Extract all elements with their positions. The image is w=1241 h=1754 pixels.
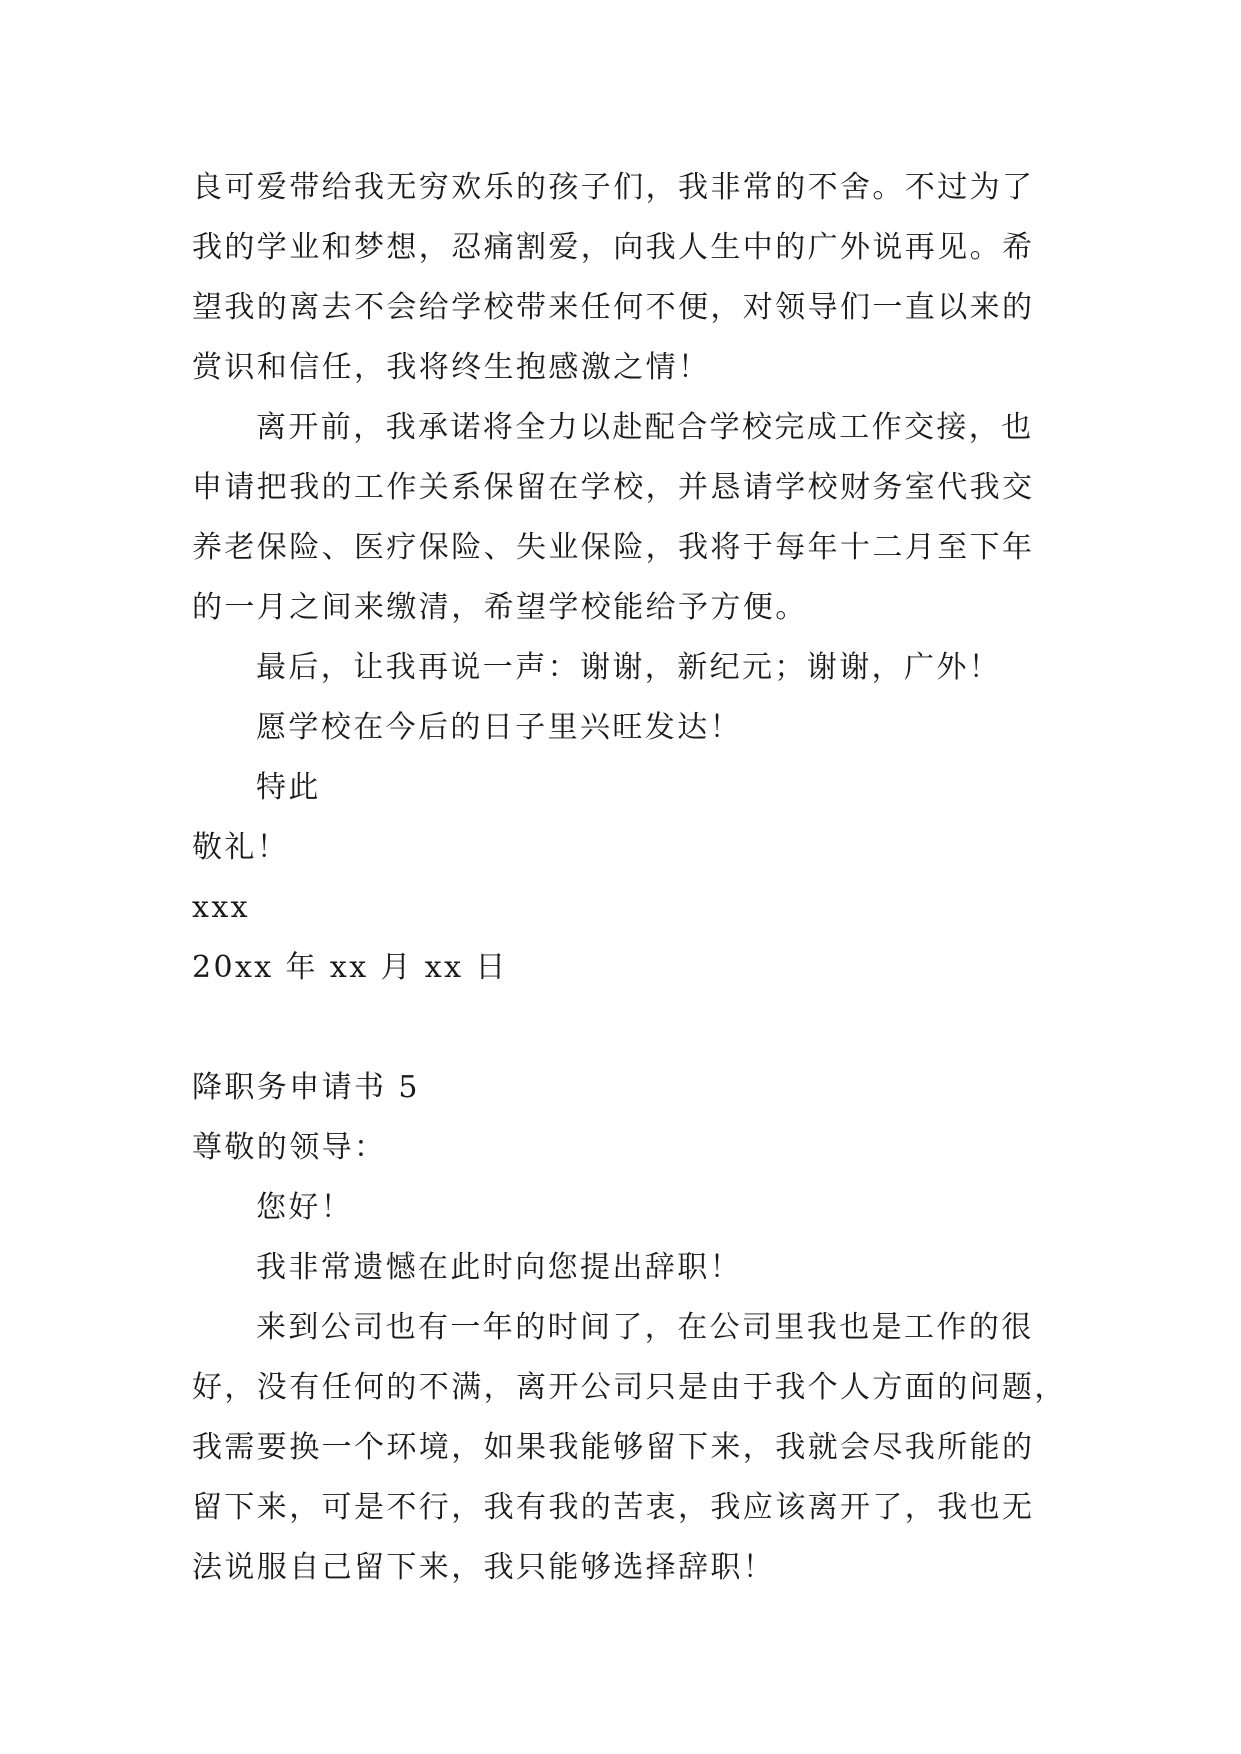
paragraph-line: 好，没有任何的不满，离开公司只是由于我个人方面的问题， [192, 1370, 1067, 1405]
closing-phrase: 特此 [256, 770, 321, 805]
paragraph-line: 来到公司也有一年的时间了，在公司里我也是工作的很 [256, 1310, 1034, 1345]
paragraph-line: 养老保险、医疗保险、失业保险，我将于每年十二月至下年 [192, 530, 1035, 565]
document-body [192, 158, 1067, 1598]
paragraph-line: 的一月之间来缴清，希望学校能给予方便。 [192, 590, 808, 625]
salutation-closing: 敬礼！ [192, 830, 290, 865]
paragraph-line: 我需要换一个环境，如果我能够留下来，我就会尽我所能的 [192, 1430, 1035, 1465]
paragraph-line: 您好！ [256, 1190, 354, 1225]
section-gap [192, 998, 1062, 1058]
paragraph-line: 离开前，我承诺将全力以赴配合学校完成工作交接，也 [256, 410, 1034, 445]
section-title: 降职务申请书 5 [192, 1070, 420, 1105]
paragraph-line: 赏识和信任，我将终生抱感激之情！ [192, 350, 711, 385]
paragraph-line: 留下来，可是不行，我有我的苦衷，我应该离开了，我也无 [192, 1490, 1035, 1525]
paragraph-line: 愿学校在今后的日子里兴旺发达！ [256, 710, 742, 745]
paragraph-line: 最后，让我再说一声：谢谢，新纪元；谢谢，广外！ [256, 650, 1002, 685]
letter-greeting: 尊敬的领导： [192, 1130, 387, 1165]
paragraph-line: 法说服自己留下来，我只能够选择辞职！ [192, 1550, 776, 1585]
paragraph-line: 良可爱带给我无穷欢乐的孩子们，我非常的不舍。不过为了 [192, 170, 1035, 205]
paragraph-line: 申请把我的工作关系保留在学校，并恳请学校财务室代我交 [192, 470, 1035, 505]
paragraph-line: 望我的离去不会给学校带来任何不便，对领导们一直以来的 [192, 290, 1035, 325]
signature-date: 20xx 年 xx 月 xx 日 [192, 950, 508, 985]
paragraph-line: 我非常遗憾在此时向您提出辞职！ [256, 1250, 742, 1285]
paragraph-line: 我的学业和梦想，忍痛割爱，向我人生中的广外说再见。希 [192, 230, 1035, 265]
signature-name: xxx [192, 890, 250, 925]
